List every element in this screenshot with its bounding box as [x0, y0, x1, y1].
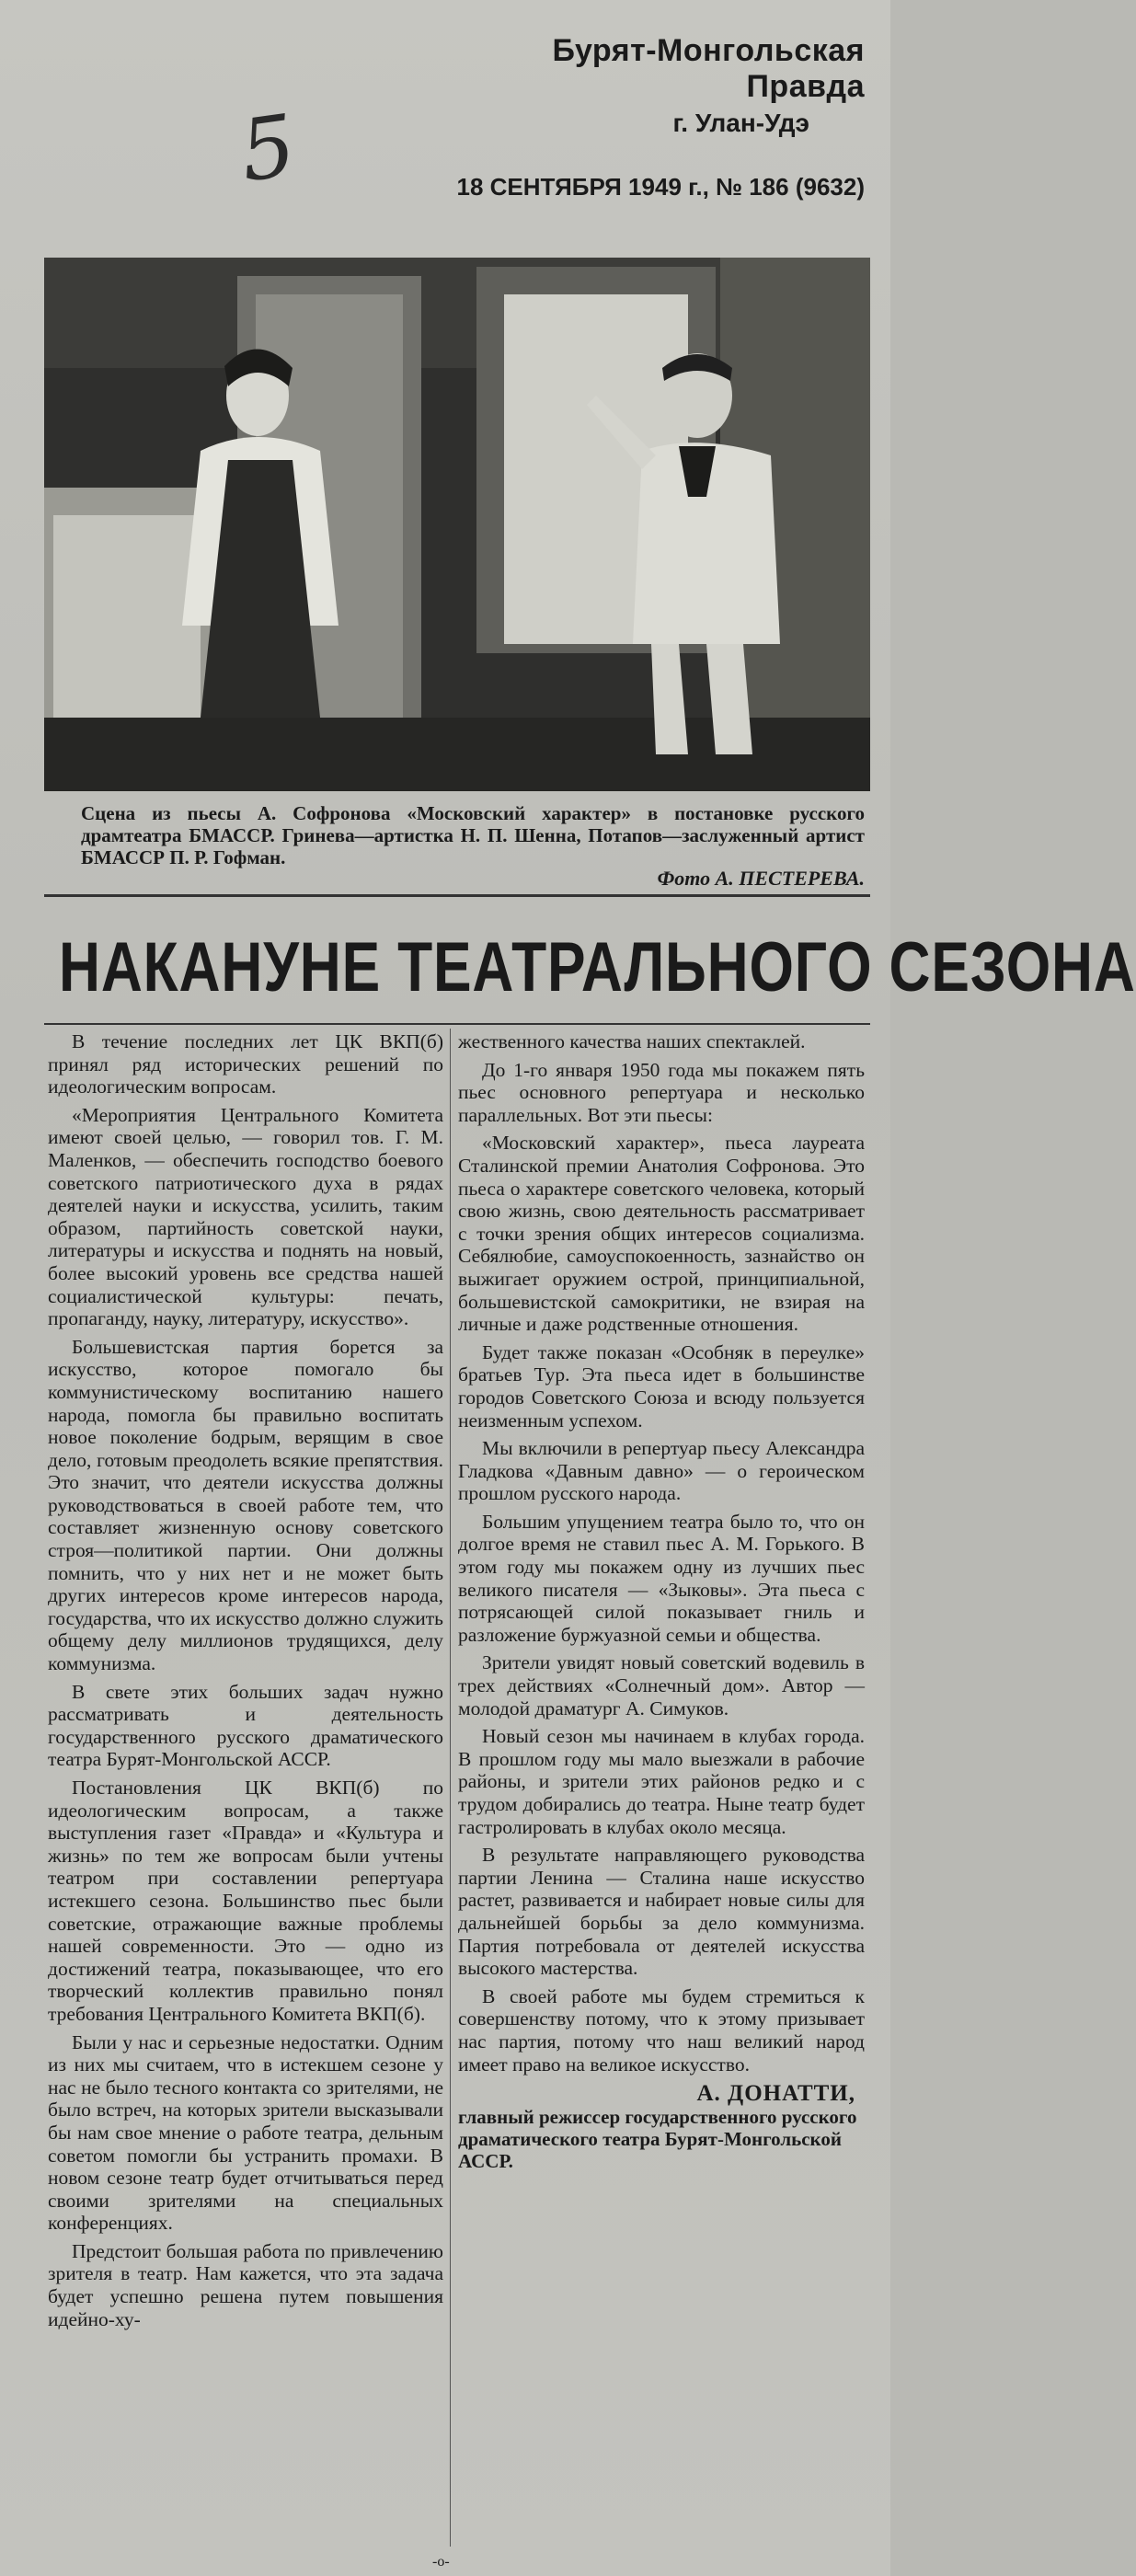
paragraph: Большевистская партия борется за искусство, которое помогало бы коммунистическому воспитанию нашего народа, помогла бы правильно воспитать новое поколение бодрым, верящим в свое дело, готовым преодолеть всякие препятствия. Это значит, что деятели искусства должны руководствоваться в своей работе тем, что составляет жизненную основу советского строя—политикой партии. Они должны помнить, что у них нет и не может быть других интересов кроме интересов народа, государства, что их искусство должно служить общему делу миллионов трудящихся, делу коммунизма.	[48, 1335, 443, 1675]
paragraph: Мы включили в репертуар пьесу Александра Гладкова «Давным давно» — о героическом прошлом русского народа.	[458, 1437, 865, 1505]
paragraph: Предстоит большая работа по привлечению зрителя в театр. Нам кажется, что эта задача будет успешно решена путем повышения идейно-ху-	[48, 2239, 443, 2330]
handwritten-page-number: 5	[234, 96, 302, 201]
issue-date-line: 18 СЕНТЯБРЯ 1949 г., № 186 (9632)	[456, 173, 865, 201]
author-role: главный режиссер государственного русского драматического театра Бурят-Монгольской АССР.	[458, 2105, 857, 2172]
paragraph: Постановления ЦК ВКП(б) по идеологическим вопросам, а также выступления газет «Правда» и «Культура и жизнь» по тем же вопросам были учтены театром при составлении репертуара истекшего сезона. Большинство пьес были советские, отражающие важные проблемы нашей современности. Это — одно из достижений театра, показывающее, что его творческий коллектив правильно понял требования Центрального Комитета ВКП(б).	[48, 1777, 443, 2025]
caption-text: Сцена из пьесы А. Софронова «Московский характер» в постановке русского драмтеатра БМАССР. Гринева—артистка Н. П. Шенна, Потапов—заслуженный артист БМАССР П. Р. Гофман.	[81, 802, 865, 868]
paragraph: Зрители увидят новый советский водевиль в трех действиях «Солнечный дом». Автор — молодой драматург А. Симуков.	[458, 1651, 865, 1719]
paragraph: жественного качества наших спектаклей.	[458, 1030, 806, 1052]
article-column-right	[458, 1030, 865, 2172]
article-headline: НАКАНУНЕ ТЕАТРАЛЬНОГО СЕЗОНА	[59, 928, 1136, 1006]
paragraph: «Московский характер», пьеса лауреата Сталинской премии Анатолия Софронова. Это пьеса о характере советского человека, который свою жизнь, свою деятельность рассматривает с точки зрения общих интересов социализма. Себялюбие, самоуспокоенность, зазнайство он выжигает оружием острой, принципиальной, большевистской самокритики, не взирая на личные и даже родственные отношения.	[458, 1132, 865, 1336]
paragraph: Были у нас и серьезные недостатки. Одним из них мы считаем, что в истекшем сезоне у нас не было тесного контакта со зрителями, не было встреч, на которых зрители высказывали бы нам свое мнение о работе театра, дельным советом помогли бы устранить промахи. В новом сезоне театр будет отчитываться перед своими зрителями на специальных конференциях.	[48, 2030, 443, 2235]
article-column-left	[48, 1030, 443, 2336]
newspaper-name: Бурят-Монгольская Правда	[552, 33, 865, 104]
paragraph: Новый сезон мы начинаем в клубах города. В прошлом году мы мало выезжали в рабочие районы, и зрители этих районов редко и с трудом добирались до театра. Ныне театр будет гастролировать в клубах около месяца.	[458, 1725, 865, 1838]
paragraph: В своей работе мы будем стремиться к совершенству потому, что к этому призывает нас партия, потому что наш великий народ имеет право на великое искусство.	[458, 1984, 865, 2076]
paragraph: Будет также показан «Особняк в переулке» братьев Тур. Эта пьеса идет в большинстве городов Советского Союза и всюду пользуется неизменным успехом.	[458, 1340, 865, 1432]
paragraph: В течение последних лет ЦК ВКП(б) принял ряд исторических решений по идеологическим вопросам.	[48, 1030, 443, 1098]
headline-bottom-rule	[44, 1023, 870, 1025]
author-name: А. ДОНАТТИ,	[696, 2081, 855, 2107]
masthead	[497, 33, 865, 138]
photo-credit: Фото А. ПЕСТЕРЕВА.	[657, 867, 865, 890]
paragraph: До 1-го января 1950 года мы покажем пять пьес основного репертуара и несколько параллельных. Вот эти пьесы:	[458, 1058, 865, 1126]
column-divider	[450, 1029, 451, 2547]
photo-caption	[81, 802, 865, 868]
city-name: г. Улан-Удэ	[672, 109, 809, 137]
paragraph: В свете этих больших задач нужно рассматривать и деятельность государственного русского драматического театра Бурят-Монгольской АССР.	[48, 1680, 443, 1771]
headline-top-rule	[44, 894, 870, 897]
stage-photo	[44, 258, 870, 791]
stage-scene-illustration	[44, 258, 870, 791]
paragraph: Большим упущением театра было то, что он долгое время не ставил пьес А. М. Горького. В этом году мы покажем одну из лучших пьес великого писателя — «Зыковы». Эта пьеса с потрясающей силой показывает гниль и разложение буржуазной семьи и общества.	[458, 1510, 865, 1646]
author-signature	[458, 2083, 865, 2172]
bottom-ornament: -o-	[432, 2554, 450, 2570]
paragraph: «Мероприятия Центрального Комитета имеют своей целью, — говорил тов. Г. М. Маленков, — обеспечить господство боевого советского патриотического духа в рядах деятелей науки и искусства, усилить, таким образом, партийность советской науки, литературы и искусства и поднять на новый, более высокий уровень все средства нашей социалистической культуры: печать, пропаганду, науку, литературу, искусство».	[48, 1103, 443, 1330]
paragraph: В результате направляющего руководства партии Ленина — Сталина наше искусство растет, развивается и набирает новые силы для дальнейшей борьбы за дело коммунизма. Партия потребовала от деятелей искусства высокого мастерства.	[458, 1844, 865, 1980]
